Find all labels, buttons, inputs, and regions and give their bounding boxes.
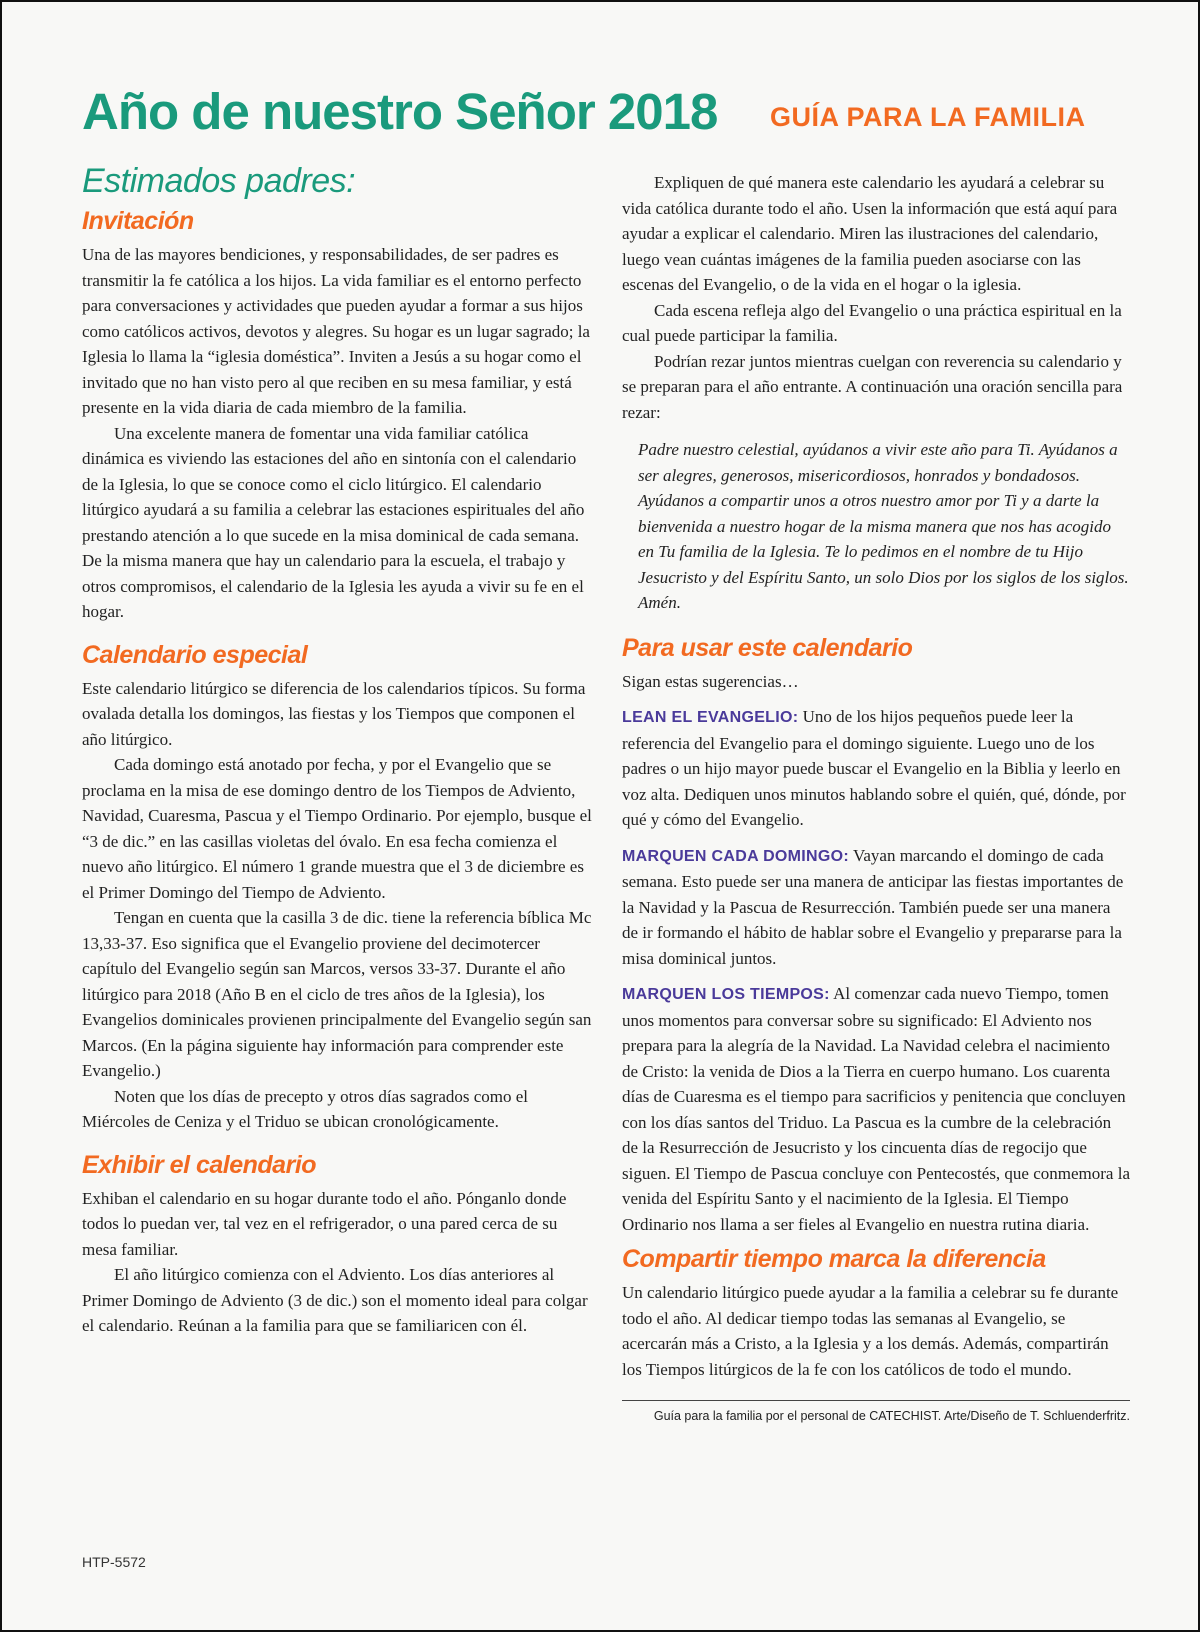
paragraph: Expliquen de qué manera este calendario les ayudará a celebrar su vida católica durante todo el año. Usen la información que está aquí para ayudar a explicar el calendario. Miren las ilustraciones del calendario, luego vean cuántas imágenes de la familia pueden asociarse con las escenas del Evangelio, o de la vida en el hogar o la iglesia.: [622, 173, 1118, 294]
page-title: Año de nuestro Señor 2018: [82, 83, 718, 140]
tip-text: Al comenzar cada nuevo Tiempo, tomen unos momentos para conversar sobre su significado: El Adviento nos prepara para la alegría de la Navidad. La Navidad celebra el nacimiento de Cristo: la venida de Dios a la Tierra en cuerpo humano. Los cuarenta días de Cuaresma es el tiempo para sacrificios y penitencia que concluyen con los días santos del Triduo. La Pascua es la cumbre de la celebración de la Resurrección de Jesucristo y los cincuenta días de regocijo que siguen. El Tiempo de Pascua concluye con Pentecostés, que conmemora la venida del Espíritu Santo y el nacimiento de la Iglesia. El Tiempo Ordinario nos llama a ser fieles al Evangelio en nuestra rutina diaria.: [622, 984, 1130, 1234]
paragraph: Cada domingo está anotado por fecha, y por el Evangelio que se proclama en la misa de ese domingo dentro de los Tiempos de Adviento, Navidad, Cuaresma, Pascua y el Tiempo Ordinario. Por ejemplo, busque el “3 de dic.” en las casillas violetas del óvalo. En esa fecha comienza el nuevo año litúrgico. El número 1 grande muestra que el 3 de diciembre es el Primer Domingo del Tiempo de Adviento.: [82, 755, 592, 902]
paragraph: Este calendario litúrgico se diferencia de los calendarios típicos. Su forma ovalada detalla los domingos, las fiestas y los Tiempos que componen el año litúrgico.: [82, 678, 586, 749]
paragraph: Tengan en cuenta que la casilla 3 de dic. tiene la referencia bíblica Mc 13,33-37. Eso significa que el Evangelio proviene del decimotercer capítulo del Evangelio según san Marcos, versos 33-37. Durante el año litúrgico para 2018 (Año B en el ciclo de tres años de la Iglesia), los Evangelios dominicales provienen principalmente del Evangelio según san Marcos. (En la página siguiente hay información para comprender este Evangelio.): [82, 908, 592, 1080]
paragraph: El año litúrgico comienza con el Adviento. Los días anteriores al Primer Domingo de Adviento (3 de dic.) son el momento ideal para colgar el calendario. Reúnan a la familia para que se familiaricen con él.: [82, 1265, 588, 1335]
right-column: [622, 170, 1130, 1423]
tip-label: LEAN EL EVANGELIO:: [622, 709, 799, 726]
tip-label: MARQUEN CADA DOMINGO:: [622, 847, 850, 865]
paragraph: Exhiban el calendario en su hogar durante todo el año. Pónganlo donde todos lo puedan ver, tal vez en el refrigerador, o una pared cerca de su mesa familiar.: [82, 1188, 567, 1259]
section-heading-usage: Para usar este calendario: [622, 633, 913, 662]
credit: Guía para la familia por el personal de CATECHIST. Arte/Diseño de T. Schluenderfritz.: [653, 1409, 1130, 1423]
paragraph: Noten que los días de precepto y otros días sagrados como el Miércoles de Ceniza y el Triduo se ubican cronológicamente.: [82, 1086, 529, 1131]
paragraph: Una de las mayores bendiciones, y responsabilidades, de ser padres es transmitir la fe católica a los hijos. La vida familiar es el entorno perfecto para conversaciones y actividades que pueden ayudar a formar a sus hijos como católicos activos, devotos y alegres. Su hogar es un lugar sagrado; la Iglesia lo llama la “iglesia doméstica”. Inviten a Jesús a su hogar como el invitado que no han visto pero al que reciben en su mesa familiar, y está presente en la vida diaria de cada miembro de la familia.: [82, 245, 590, 417]
product-code: HTP-5572: [82, 1554, 146, 1570]
tip-text: Vayan marcando el domingo de cada semana. Esto puede ser una manera de anticipar las fiestas importantes de la Navidad y la Pascua de Resurrección. También puede ser una manera de ir formando el hábito de hablar sobre el Evangelio y prepararse para la misa dominical juntos.: [622, 845, 1124, 968]
section-heading: Exhibir el calendario: [82, 1150, 317, 1179]
section-heading: Calendario especial: [82, 640, 308, 669]
usage-intro: Sigan estas sugerencias…: [622, 671, 799, 691]
greeting: Estimados padres:: [82, 162, 356, 200]
tip-marquen-tiempos: [622, 981, 1130, 1237]
divider: [622, 1400, 1130, 1401]
tip-text: Uno de los hijos pequeños puede leer la referencia del Evangelio para el domingo siguiente. Luego uno de los padres o un hijo mayor puede buscar el Evangelio en la Biblia y leerlo en voz alta. Dediquen unos minutos hablando sobre el quién, qué, dónde, por qué y cómo del Evangelio.: [622, 707, 1126, 829]
section-heading: Invitación: [82, 207, 194, 235]
prayer: Padre nuestro celestial, ayúdanos a vivir este año para Ti. Ayúdanos a ser alegres, generosos, misericordiosos, honrados y bondadosos. Ayúdanos a compartir unos a otros nuestro amor por Ti y a darte la bienvenida a nuestro hogar de la misma manera que nos has acogido en Tu familia de la Iglesia. Te lo pedimos en el nombre de tu Hijo Jesucristo y del Espíritu Santo, un solo Dios por los siglos de los siglos. Amén.: [638, 440, 1129, 612]
section-invitacion: [82, 207, 592, 625]
section-heading-share: Compartir tiempo marca la diferencia: [622, 1245, 1046, 1273]
section-exhibir-calendario: [82, 1151, 592, 1339]
section-calendario-especial: [82, 641, 592, 1135]
paragraph: Un calendario litúrgico puede ayudar a la familia a celebrar su fe durante todo el año. Al dedicar tiempo todas las semanas al Evangelio, se acercarán más a Cristo, a la Iglesia y a los demás. Además, compartirán los Tiempos litúrgicos de la fe con los católicos de todo el mundo.: [622, 1283, 1119, 1379]
paragraph: Cada escena refleja algo del Evangelio o una práctica espiritual en la cual puede participar la familia.: [622, 300, 1122, 345]
page-subtitle: GUÍA PARA LA FAMILIA: [770, 102, 1086, 132]
tip-lean-evangelio: [622, 704, 1130, 833]
paragraph: Una excelente manera de fomentar una vida familiar católica dinámica es viviendo las estaciones del año en sintonía con el calendario de la Iglesia, lo que se conoce como el ciclo litúrgico. El calendario litúrgico ayudará a su familia a celebrar las estaciones espirituales del año prestando atención a lo que sucede en la misa dominical de cada semana. De la misma manera que hay un calendario para la escuela, el trabajo y otros compromisos, el calendario de la Iglesia les ayuda a vivir su fe en el hogar.: [82, 423, 585, 621]
paragraph: Podrían rezar juntos mientras cuelgan con reverencia su calendario y se preparan para el año entrante. A continuación una oración sencilla para rezar:: [622, 351, 1123, 422]
tip-label: MARQUEN LOS TIEMPOS:: [622, 986, 830, 1003]
left-column: [82, 162, 592, 1339]
tip-marquen-domingo: [622, 843, 1130, 972]
